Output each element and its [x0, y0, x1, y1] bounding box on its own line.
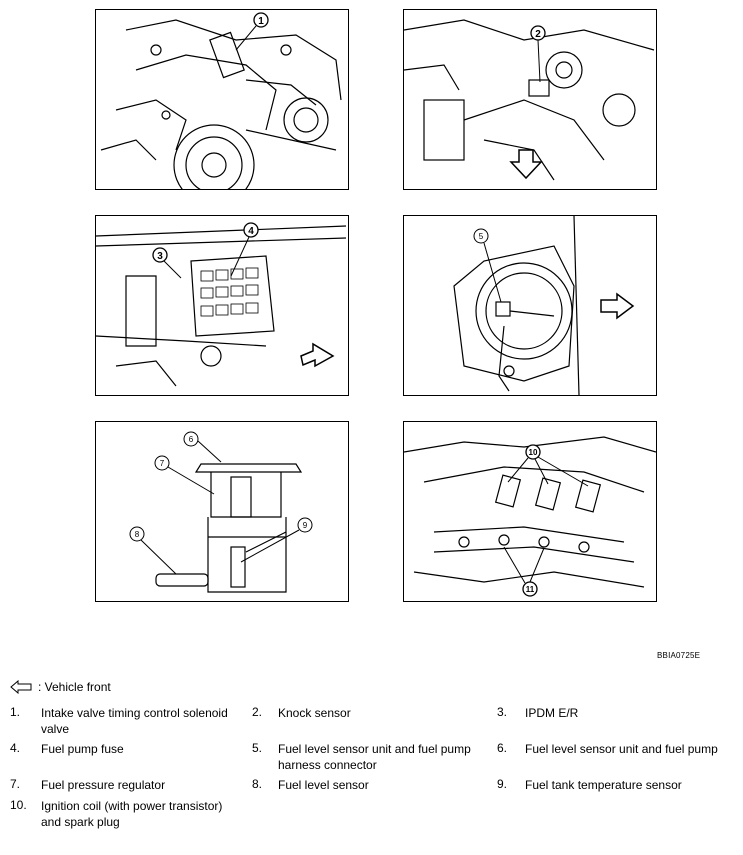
callout-8 — [130, 527, 176, 574]
legend-number: 1. — [10, 705, 21, 719]
vehicle-front-legend — [10, 680, 111, 694]
illustration-fuel-pump-unit — [95, 421, 349, 602]
legend-number: 8. — [252, 777, 263, 791]
engine-front-drawing — [96, 10, 348, 189]
illustration-intake-valve-solenoid — [95, 9, 349, 190]
legend-number: 3. — [497, 705, 508, 719]
illustration-ipdm-fuse — [95, 215, 349, 396]
vehicle-front-arrow — [301, 344, 333, 366]
callout-3 — [153, 248, 181, 278]
callout-11 — [504, 547, 544, 596]
vehicle-front-label: : Vehicle front — [38, 680, 111, 694]
callout-1 — [236, 13, 268, 50]
callout-9 — [241, 518, 312, 562]
svg-text:10: 10 — [528, 448, 538, 457]
legend-label: IPDM E/R — [525, 706, 579, 720]
svg-text:1: 1 — [258, 16, 264, 27]
legend-number: 5. — [252, 741, 263, 755]
legend-label: Fuel pressure regulator — [41, 778, 166, 792]
legend-number: 7. — [10, 777, 21, 791]
legend-label: Fuel pump fuse — [41, 742, 124, 756]
legend-number: 4. — [10, 741, 21, 755]
svg-text:11: 11 — [525, 585, 535, 594]
legend-number: 10. — [10, 798, 27, 812]
legend-label: Fuel tank temperature sensor — [525, 778, 682, 792]
legend-label: Fuel level sensor — [278, 778, 369, 792]
engine-rear-drawing — [404, 10, 656, 189]
illustration-fuel-pump-connector — [403, 215, 657, 396]
fuel-tank-top-drawing — [404, 216, 656, 395]
legend-number: 9. — [497, 777, 508, 791]
fuel-pump-unit-drawing — [96, 422, 348, 601]
legend-label: Knock sensor — [278, 706, 351, 720]
legend-label: Ignition coil (with power transistor) and spark plug — [41, 799, 223, 829]
figure-code: BBIA0725E — [657, 651, 701, 660]
legend-number: 6. — [497, 741, 508, 755]
ipdm-drawing — [96, 216, 348, 395]
ignition-coil-drawing — [404, 422, 656, 601]
legend-label: Fuel level sensor unit and fuel pump harness connector — [278, 742, 471, 772]
svg-text:6: 6 — [188, 435, 194, 444]
svg-text:8: 8 — [134, 530, 140, 539]
vehicle-front-arrow-icon — [10, 680, 32, 694]
svg-text:2: 2 — [535, 29, 541, 40]
illustration-ignition-coils — [403, 421, 657, 602]
svg-text:9: 9 — [302, 521, 308, 530]
callout-2 — [531, 26, 545, 82]
svg-text:7: 7 — [159, 459, 165, 468]
svg-text:4: 4 — [248, 226, 254, 237]
illustration-knock-sensor — [403, 9, 657, 190]
svg-text:3: 3 — [157, 251, 163, 262]
svg-text:5: 5 — [478, 232, 484, 241]
vehicle-front-arrow — [601, 294, 633, 318]
legend-label: Intake valve timing control solenoid valve — [41, 706, 228, 736]
callout-6 — [184, 432, 221, 462]
legend-number: 2. — [252, 705, 263, 719]
callout-7 — [155, 456, 214, 494]
legend-label: Fuel level sensor unit and fuel pump — [525, 742, 718, 756]
